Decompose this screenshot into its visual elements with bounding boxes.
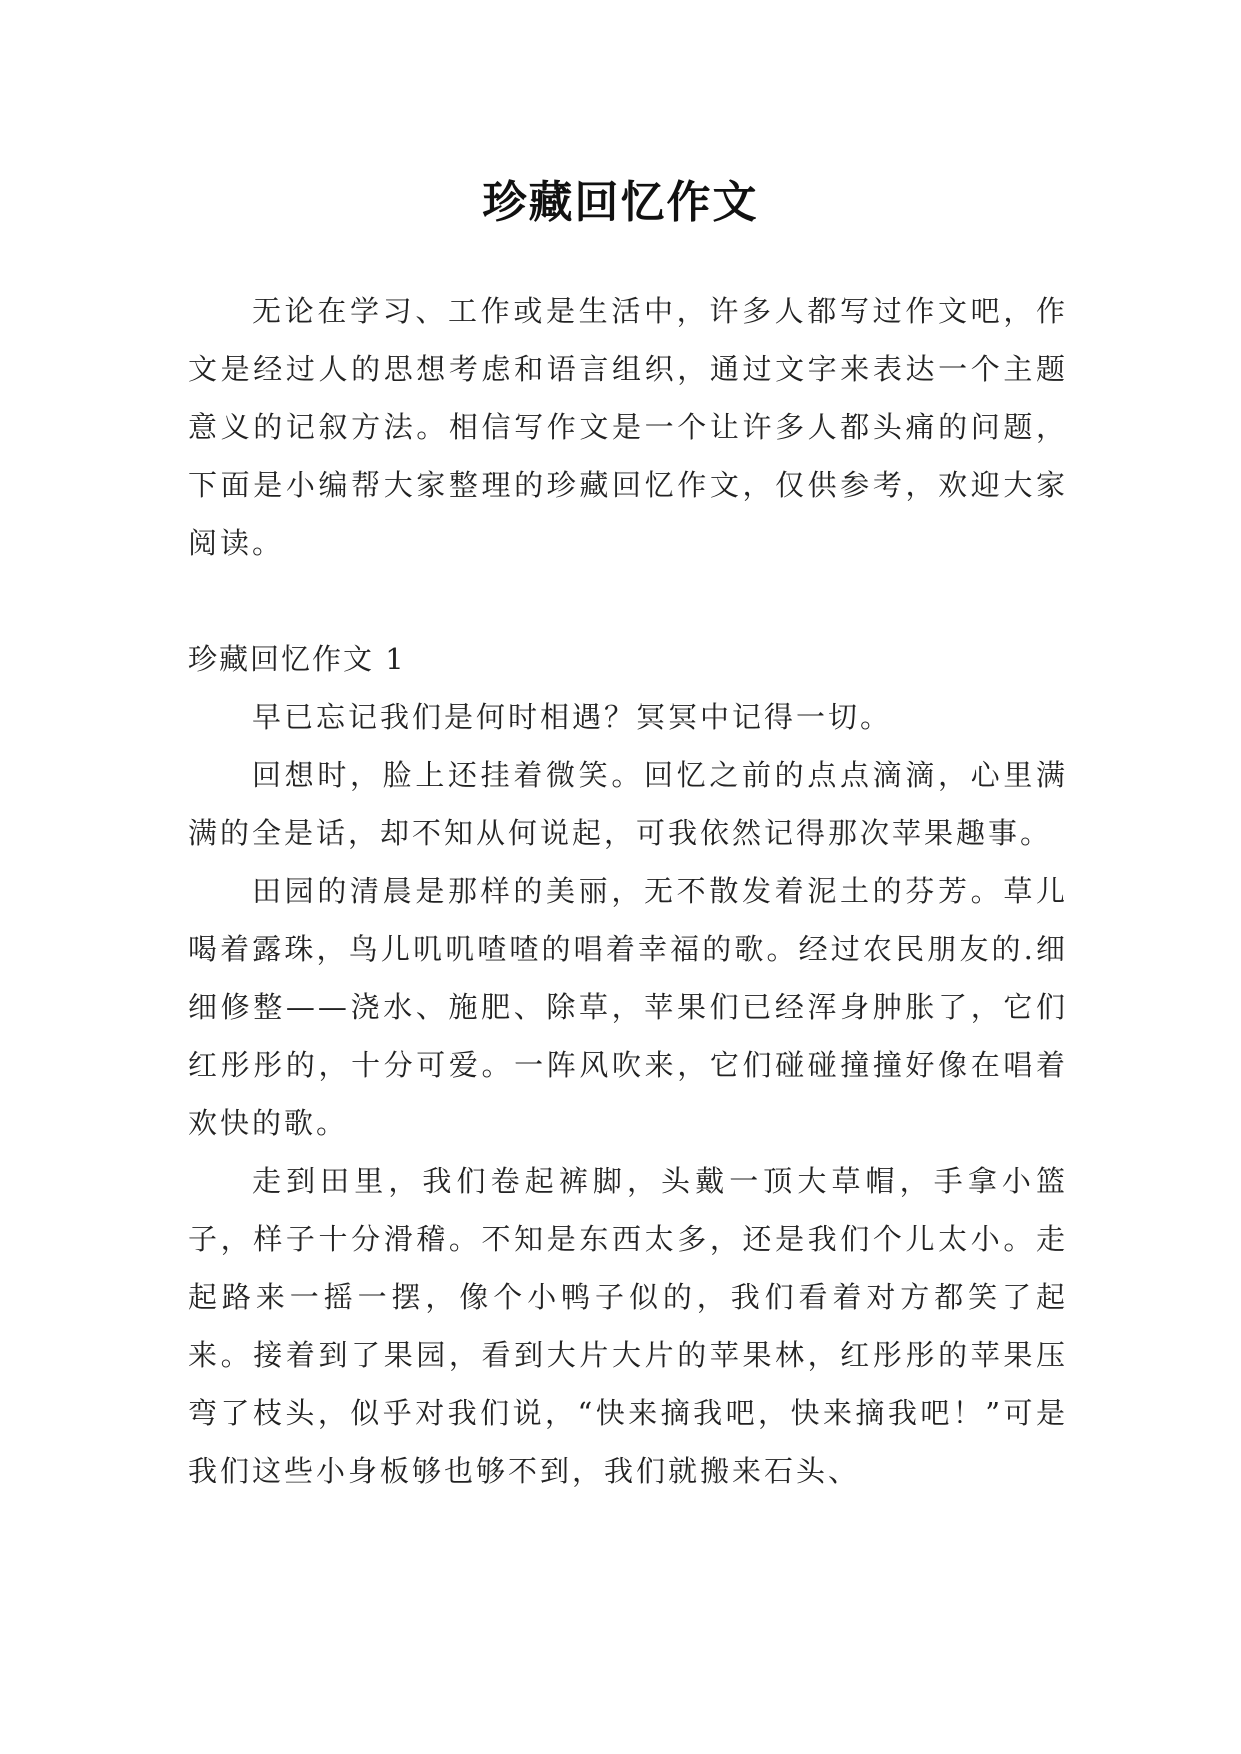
document-title: 珍藏回忆作文 — [482, 177, 759, 229]
body-paragraph-2: 回想时，脸上还挂着微笑。回忆之前的点点滴滴，心里满满的全是话，却不知从何说起，可我依然记得那次苹果趣事。 — [188, 758, 1068, 850]
intro-paragraph: 无论在学习、工作或是生活中，许多人都写过作文吧，作文是经过人的思想考虑和语言组织，通过文字来表达一个主题意义的记叙方法。相信写作文是一个让许多人都头痛的问题，下面是小编帮大家整理的珍藏回忆作文，仅供参考，欢迎大家阅读。 — [188, 294, 1068, 560]
body-paragraph-1: 早已忘记我们是何时相遇？冥冥中记得一切。 — [252, 700, 893, 734]
body-paragraph-3: 田园的清晨是那样的美丽，无不散发着泥土的芬芳。草儿喝着露珠，鸟儿叽叽喳喳的唱着幸福的歌。经过农民朋友的.细细修整——浇水、施肥、除草，苹果们已经浑身肿胀了，它们红彤彤的，十分可爱。一阵风吹来，它们碰碰撞撞好像在唱着欢快的歌。 — [188, 874, 1068, 1140]
body-paragraph-4: 走到田里，我们卷起裤脚，头戴一顶大草帽，手拿小篮子，样子十分滑稽。不知是东西太多，还是我们个儿太小。走起路来一摇一摆，像个小鸭子似的，我们看着对方都笑了起来。接着到了果园，看到大片大片的苹果林，红彤彤的苹果压弯了枝头，似乎对我们说，“快来摘我吧，快来摘我吧！”可是我们这些小身板够也够不到，我们就搬来石头、 — [188, 1164, 1068, 1488]
section-heading: 珍藏回忆作文 1 — [188, 642, 406, 676]
document-body — [188, 282, 1068, 1500]
